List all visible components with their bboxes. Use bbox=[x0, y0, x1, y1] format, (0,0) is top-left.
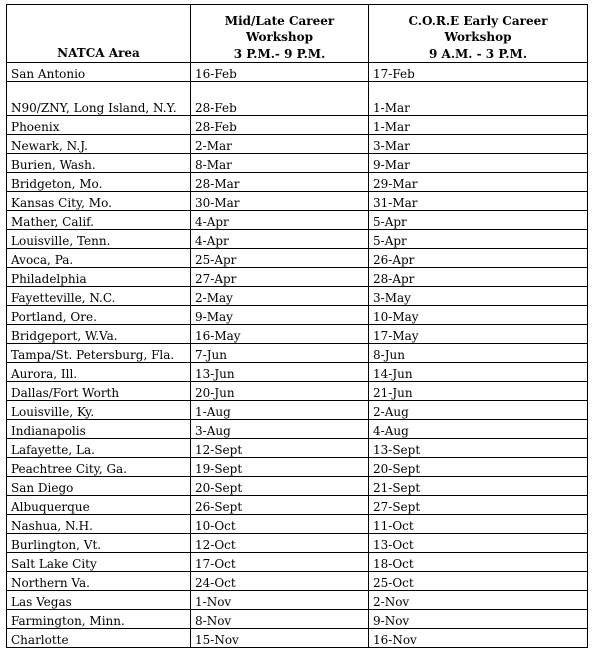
mid-late-date-cell: 25-Apr bbox=[191, 249, 369, 268]
early-date-cell: 16-Nov bbox=[369, 629, 588, 648]
mid-late-date-cell: 19-Sept bbox=[191, 458, 369, 477]
header-early-line-1: C.O.R.E Early Career bbox=[408, 14, 548, 29]
early-date-cell: 1-Mar bbox=[369, 116, 588, 135]
early-date-cell: 13-Sept bbox=[369, 439, 588, 458]
area-cell: Newark, N.J. bbox=[7, 135, 191, 154]
early-date-cell: 5-Apr bbox=[369, 230, 588, 249]
early-date-cell: 3-Mar bbox=[369, 135, 588, 154]
early-date-cell: 20-Sept bbox=[369, 458, 588, 477]
table-row bbox=[7, 211, 588, 230]
mid-late-date-cell: 20-Sept bbox=[191, 477, 369, 496]
early-date-cell: 2-Aug bbox=[369, 401, 588, 420]
table-row bbox=[7, 534, 588, 553]
area-cell: Salt Lake City bbox=[7, 553, 191, 572]
area-cell: Fayetteville, N.C. bbox=[7, 287, 191, 306]
table-row bbox=[7, 82, 588, 116]
area-cell: Louisville, Tenn. bbox=[7, 230, 191, 249]
early-date-cell: 26-Apr bbox=[369, 249, 588, 268]
early-date-cell: 17-Feb bbox=[369, 63, 588, 82]
mid-late-date-cell: 27-Apr bbox=[191, 268, 369, 287]
table-row bbox=[7, 458, 588, 477]
area-cell: Tampa/St. Petersburg, Fla. bbox=[7, 344, 191, 363]
area-cell: Lafayette, La. bbox=[7, 439, 191, 458]
header-mid-late-career bbox=[191, 5, 369, 63]
table-row bbox=[7, 192, 588, 211]
table-row bbox=[7, 553, 588, 572]
mid-late-date-cell: 13-Jun bbox=[191, 363, 369, 382]
table-row bbox=[7, 135, 588, 154]
table-row bbox=[7, 306, 588, 325]
mid-late-date-cell: 20-Jun bbox=[191, 382, 369, 401]
area-cell: Mather, Calif. bbox=[7, 211, 191, 230]
early-date-cell: 9-Mar bbox=[369, 154, 588, 173]
table-row bbox=[7, 63, 588, 82]
table-row bbox=[7, 610, 588, 629]
early-date-cell: 17-May bbox=[369, 325, 588, 344]
table-row bbox=[7, 572, 588, 591]
area-cell: Peachtree City, Ga. bbox=[7, 458, 191, 477]
early-date-cell: 29-Mar bbox=[369, 173, 588, 192]
mid-late-date-cell: 10-Oct bbox=[191, 515, 369, 534]
area-cell: Bridgeport, W.Va. bbox=[7, 325, 191, 344]
header-natca-area: NATCA Area bbox=[7, 5, 191, 63]
header-mid-late-line-2: Workshop bbox=[245, 30, 313, 45]
mid-late-date-cell: 24-Oct bbox=[191, 572, 369, 591]
mid-late-date-cell: 1-Aug bbox=[191, 401, 369, 420]
area-cell: Burien, Wash. bbox=[7, 154, 191, 173]
early-date-cell: 31-Mar bbox=[369, 192, 588, 211]
mid-late-date-cell: 8-Mar bbox=[191, 154, 369, 173]
mid-late-date-cell: 4-Apr bbox=[191, 230, 369, 249]
early-date-cell: 8-Jun bbox=[369, 344, 588, 363]
area-cell: Aurora, Ill. bbox=[7, 363, 191, 382]
area-cell: Phoenix bbox=[7, 116, 191, 135]
header-mid-late-line-1: Mid/Late Career bbox=[224, 14, 335, 29]
mid-late-date-cell: 3-Aug bbox=[191, 420, 369, 439]
table-row bbox=[7, 591, 588, 610]
area-cell: San Diego bbox=[7, 477, 191, 496]
mid-late-date-cell: 2-May bbox=[191, 287, 369, 306]
header-mid-late-line-3: 3 P.M.- 9 P.M. bbox=[233, 46, 326, 61]
table-row bbox=[7, 325, 588, 344]
mid-late-date-cell: 30-Mar bbox=[191, 192, 369, 211]
early-date-cell: 21-Sept bbox=[369, 477, 588, 496]
header-early-line-3: 9 A.M. - 3 P.M. bbox=[428, 46, 527, 61]
mid-late-date-cell: 28-Feb bbox=[191, 82, 369, 116]
mid-late-date-cell: 28-Feb bbox=[191, 116, 369, 135]
mid-late-date-cell: 8-Nov bbox=[191, 610, 369, 629]
early-date-cell: 28-Apr bbox=[369, 268, 588, 287]
table-row bbox=[7, 629, 588, 648]
mid-late-date-cell: 1-Nov bbox=[191, 591, 369, 610]
area-cell: Portland, Ore. bbox=[7, 306, 191, 325]
area-cell: Northern Va. bbox=[7, 572, 191, 591]
area-cell: Farmington, Minn. bbox=[7, 610, 191, 629]
table-row bbox=[7, 154, 588, 173]
early-date-cell: 3-May bbox=[369, 287, 588, 306]
table-row bbox=[7, 116, 588, 135]
area-cell: Louisville, Ky. bbox=[7, 401, 191, 420]
area-cell: Bridgeton, Mo. bbox=[7, 173, 191, 192]
mid-late-date-cell: 2-Mar bbox=[191, 135, 369, 154]
schedule-body bbox=[7, 63, 588, 648]
header-early-line-2: Workshop bbox=[444, 30, 512, 45]
area-cell: Kansas City, Mo. bbox=[7, 192, 191, 211]
early-date-cell: 14-Jun bbox=[369, 363, 588, 382]
mid-late-date-cell: 16-May bbox=[191, 325, 369, 344]
table-row bbox=[7, 287, 588, 306]
workshop-schedule-table bbox=[6, 4, 588, 648]
table-row bbox=[7, 268, 588, 287]
mid-late-date-cell: 17-Oct bbox=[191, 553, 369, 572]
early-date-cell: 5-Apr bbox=[369, 211, 588, 230]
mid-late-date-cell: 26-Sept bbox=[191, 496, 369, 515]
area-cell: Nashua, N.H. bbox=[7, 515, 191, 534]
table-row bbox=[7, 230, 588, 249]
area-cell: N90/ZNY, Long Island, N.Y. bbox=[7, 82, 191, 116]
header-early-career bbox=[369, 5, 588, 63]
area-cell: Burlington, Vt. bbox=[7, 534, 191, 553]
mid-late-date-cell: 4-Apr bbox=[191, 211, 369, 230]
mid-late-date-cell: 12-Oct bbox=[191, 534, 369, 553]
early-date-cell: 10-May bbox=[369, 306, 588, 325]
table-row bbox=[7, 420, 588, 439]
table-row bbox=[7, 249, 588, 268]
area-cell: Charlotte bbox=[7, 629, 191, 648]
table-row bbox=[7, 439, 588, 458]
area-cell: Las Vegas bbox=[7, 591, 191, 610]
early-date-cell: 18-Oct bbox=[369, 553, 588, 572]
early-date-cell: 2-Nov bbox=[369, 591, 588, 610]
mid-late-date-cell: 15-Nov bbox=[191, 629, 369, 648]
early-date-cell: 11-Oct bbox=[369, 515, 588, 534]
table-row bbox=[7, 173, 588, 192]
table-row bbox=[7, 401, 588, 420]
header-row bbox=[7, 5, 588, 63]
table-row bbox=[7, 477, 588, 496]
table-row bbox=[7, 344, 588, 363]
early-date-cell: 1-Mar bbox=[369, 82, 588, 116]
table-row bbox=[7, 515, 588, 534]
area-cell: San Antonio bbox=[7, 63, 191, 82]
early-date-cell: 9-Nov bbox=[369, 610, 588, 629]
early-date-cell: 21-Jun bbox=[369, 382, 588, 401]
early-date-cell: 27-Sept bbox=[369, 496, 588, 515]
area-cell: Albuquerque bbox=[7, 496, 191, 515]
table-row bbox=[7, 363, 588, 382]
mid-late-date-cell: 28-Mar bbox=[191, 173, 369, 192]
mid-late-date-cell: 9-May bbox=[191, 306, 369, 325]
mid-late-date-cell: 7-Jun bbox=[191, 344, 369, 363]
area-cell: Avoca, Pa. bbox=[7, 249, 191, 268]
mid-late-date-cell: 16-Feb bbox=[191, 63, 369, 82]
early-date-cell: 13-Oct bbox=[369, 534, 588, 553]
area-cell: Indianapolis bbox=[7, 420, 191, 439]
area-cell: Dallas/Fort Worth bbox=[7, 382, 191, 401]
table-row bbox=[7, 496, 588, 515]
mid-late-date-cell: 12-Sept bbox=[191, 439, 369, 458]
table-row bbox=[7, 382, 588, 401]
area-cell: Philadelphia bbox=[7, 268, 191, 287]
early-date-cell: 25-Oct bbox=[369, 572, 588, 591]
early-date-cell: 4-Aug bbox=[369, 420, 588, 439]
